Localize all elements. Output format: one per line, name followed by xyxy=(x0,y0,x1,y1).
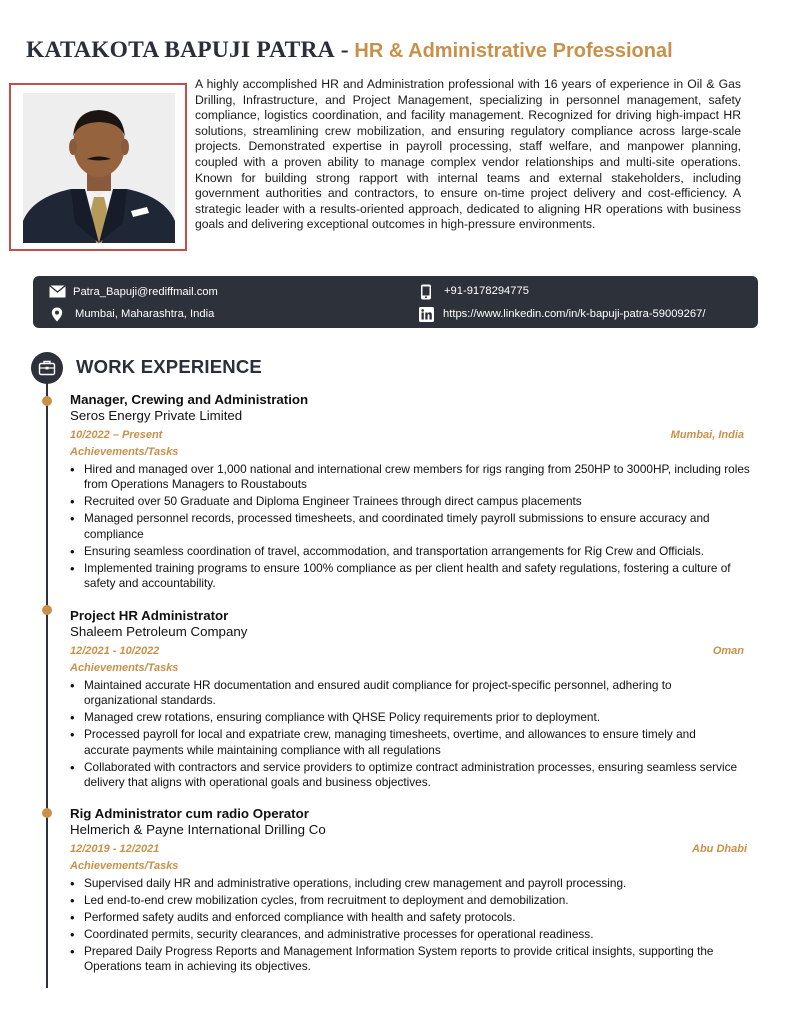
job-location: Oman xyxy=(712,645,744,657)
job-bullets xyxy=(70,876,750,976)
linkedin-icon xyxy=(419,307,434,322)
bullet-item: • Hired and managed over 1,000 national and international crew members for rigs ranging from 250HP to 3000HP, including roles from Operations Managers to Roustabouts xyxy=(70,462,764,493)
job-dates: 12/2019 - 12/2021 xyxy=(70,843,160,855)
job-title: Rig Administrator cum radio Operator xyxy=(70,806,309,821)
resume-header xyxy=(26,34,771,66)
timeline-dot xyxy=(42,808,52,818)
job-location: Abu Dhabi xyxy=(692,843,747,855)
timeline-line xyxy=(46,378,48,988)
job-dates: 10/2022 – Present xyxy=(70,429,163,441)
mail-icon xyxy=(49,285,66,298)
bullet-item: • Supervised daily HR and administrative operations, including crew management and payroll processing. xyxy=(70,876,750,891)
contact-phone-text: +91-9178294775 xyxy=(444,285,529,297)
contact-bar xyxy=(33,276,758,328)
phone-icon xyxy=(420,284,432,300)
candidate-name: KATAKOTA BAPUJI PATRA xyxy=(26,37,335,63)
bullet-item: • Performed safety audits and enforced compliance with health and safety protocols. xyxy=(70,910,750,925)
bullet-item: • Managed crew rotations, ensuring compliance with QHSE Policy requirements prior to deployment. xyxy=(70,710,742,725)
profile-photo-frame xyxy=(9,83,187,251)
job-company: Shaleem Petroleum Company xyxy=(70,624,248,639)
job-title: Manager, Crewing and Administration xyxy=(70,392,309,407)
bullet-item: • Led end-to-end crew mobilization cycles, from recruitment to deployment and demobilization. xyxy=(70,893,750,908)
achievements-label: Achievements/Tasks xyxy=(70,662,179,674)
job-company: Seros Energy Private Limited xyxy=(70,408,243,423)
bullet-item: • Coordinated permits, security clearances, and administrative processes for operational readiness. xyxy=(70,927,750,942)
professional-summary: A highly accomplished HR and Administration professional with 16 years of experience in Oil & Gas Drilling, Infrastructure, and Project Management, specializing in personnel management, safety compliance, logistics coordination, and facility management. Recognized for driving high-impact HR solutions, streamlining crew mobilization, and ensuring regulatory compliance across large-scale projects. Demonstrated expertise in payroll processing, staff welfare, and manpower planning, coupled with a proven ability to manage complex vendor relationships and multi-site operations. Known for building strong rapport with internal teams and external stakeholders, including government authorities and contractors, to ensure on-time project delivery and cost-efficiency. A strategic leader with a results-oriented approach, dedicated to aligning HR operations with business goals and delivering exceptional outcomes in high-pressure environments. xyxy=(195,77,741,232)
bullet-item: • Maintained accurate HR documentation and ensured audit compliance for project-specific personnel, adhering to organizational standards. xyxy=(70,678,742,709)
bullet-item: • Ensuring seamless coordination of travel, accommodation, and transportation arrangements for Rig Crew and Officials. xyxy=(70,544,764,559)
achievements-label: Achievements/Tasks xyxy=(70,446,179,458)
timeline-dot xyxy=(42,605,52,615)
job-bullets xyxy=(70,462,764,593)
achievements-label: Achievements/Tasks xyxy=(70,860,179,872)
contact-linkedin-text: https://www.linkedin.com/in/k-bapuji-patra-59009267/ xyxy=(443,308,706,320)
job-title: Project HR Administrator xyxy=(70,608,229,623)
header-separator: - xyxy=(334,37,355,63)
work-section-badge xyxy=(31,352,63,384)
timeline-dot xyxy=(42,396,52,406)
job-dates: 12/2021 - 10/2022 xyxy=(70,645,160,657)
briefcase-icon xyxy=(31,352,63,384)
job-location: Mumbai, India xyxy=(670,429,744,441)
person-portrait-icon xyxy=(23,93,175,243)
work-experience-heading: WORK EXPERIENCE xyxy=(76,356,262,377)
bullet-item: • Prepared Daily Progress Reports and Management Information System reports to provide critical insights, supporting the Operations team in achieving its objectives. xyxy=(70,944,750,975)
contact-location-text: Mumbai, Maharashtra, India xyxy=(75,308,215,320)
bullet-item: • Recruited over 50 Graduate and Diploma Engineer Trainees through direct campus placements xyxy=(70,494,764,509)
bullet-item: • Managed personnel records, processed timesheets, and coordinated timely payroll submissions to ensure accuracy and compliance xyxy=(70,511,764,542)
job-company: Helmerich & Payne International Drilling Co xyxy=(70,822,326,837)
profile-photo xyxy=(23,93,175,243)
location-pin-icon xyxy=(51,307,63,322)
bullet-item: • Implemented training programs to ensure 100% compliance as per client health and safety regulations, fostering a culture of safety and accountability. xyxy=(70,561,764,592)
contact-email-text: Patra_Bapuji@rediffmail.com xyxy=(73,286,218,298)
bullet-item: • Collaborated with contractors and service providers to optimize contract administration processes, ensuring seamless service delivery that aligns with operational goals and business objectives. xyxy=(70,760,742,791)
job-bullets xyxy=(70,678,742,792)
bullet-item: • Processed payroll for local and expatriate crew, managing timesheets, overtime, and allowances to ensure timely and accurate payments while maintaining compliance with all regulations xyxy=(70,727,742,758)
candidate-title: HR & Administrative Professional xyxy=(354,40,673,62)
